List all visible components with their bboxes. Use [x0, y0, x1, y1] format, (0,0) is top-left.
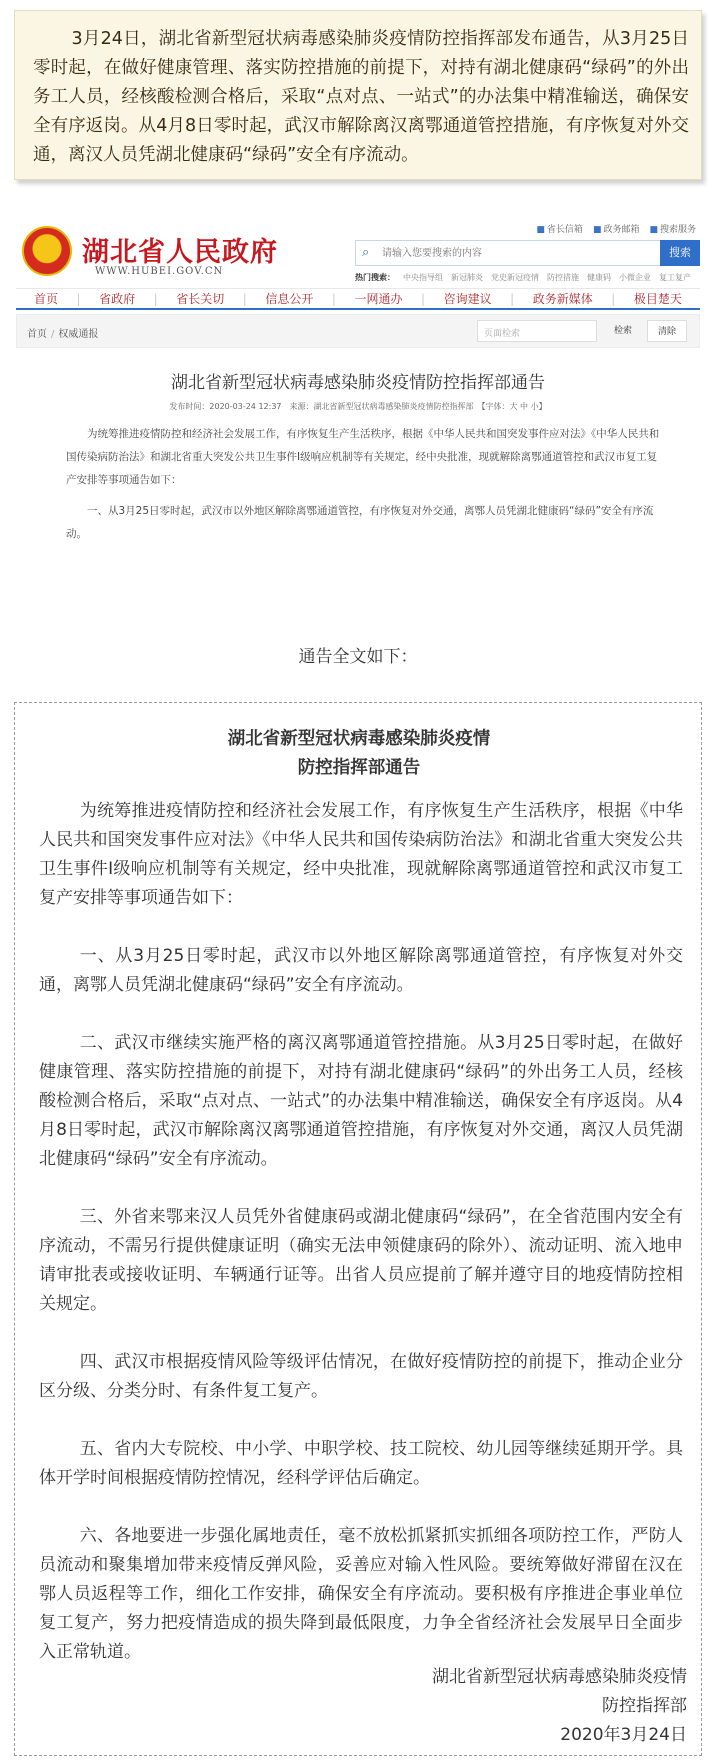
gov-site-title[interactable]: 湖北省人民政府	[82, 237, 278, 268]
gov-header	[12, 218, 704, 288]
breadcrumb: 首页 / 权威通报	[27, 329, 99, 340]
notice-paragraph-6: 六、各地要进一步强化属地责任，毫不放松抓紧抓实抓细各项防控工作，严防人员流动和聚集增加带来疫情反弹风险，妥善应对输入性风险。要统筹做好滞留在汉在鄂人员返程等工作，细化工作安排，确保安全有序流动。要积极有序推进企事业单位复工复产，努力把疫情造成的损失降到最低限度，力争全省经济社会发展早日全面步入正常轨道。	[39, 1526, 683, 1662]
nav-item-one-stop[interactable]: 一网通办	[354, 292, 403, 306]
gov-site-url: WWW.HUBEI.GOV.CN	[95, 266, 224, 277]
search-icon: ⌕	[362, 245, 370, 260]
notice-date: 2020年3月24日	[560, 1725, 687, 1745]
breadcrumb-bar	[16, 314, 700, 348]
site-search-button[interactable]: 搜索	[660, 240, 700, 266]
page-clear-button[interactable]: 清除	[647, 320, 687, 342]
article-paragraph: 一、从3月25日零时起，武汉市以外地区解除离鄂通道管控，有序恢复对外交通，离鄂人员凭湖北健康码“绿码”安全有序流动。	[66, 505, 654, 540]
summary-text: 3月24日，湖北省新型冠状病毒感染肺炎疫情防控指挥部发布通告，从3月25日零时起，在做好健康管理、落实防控措施的前提下，对持有湖北健康码“绿码”的外出务工人员，经核酸检测合格后，采取“点对点、一站式”的办法集中精准输送，确保安全有序返岗。从4月8日零时起，武汉市解除离汉离鄂通道管控措施，有序恢复对外交通，离汉人员凭湖北健康码“绿码”安全有序流动。	[33, 29, 689, 165]
nav-item-home[interactable]: 首页	[34, 292, 59, 306]
hot-word[interactable]: 新冠肺炎	[451, 273, 483, 282]
full-text-intro: 通告全文如下：	[298, 647, 418, 667]
nav-item-government[interactable]: 省政府	[99, 292, 136, 306]
nav-item-governor-concerns[interactable]: 省长关切	[176, 292, 225, 306]
hot-word[interactable]: 防控措施	[547, 273, 579, 282]
notice-body	[39, 797, 683, 1696]
notice-paragraph-2: 二、武汉市继续实施严格的离汉离鄂通道管控措施。从3月25日零时起，在做好健康管理、落实防控措施的前提下，对持有湖北健康码“绿码”的外出务工人员，经核酸检测合格后，采取“点对点、一站式”的办法集中精准输送，确保安全有序返岗。从4月8日零时起，武汉市解除离汉离鄂通道管控措施，有序恢复对外交通，离汉人员凭湖北健康码“绿码”安全有序流动。	[39, 1033, 683, 1169]
notice-paragraph-1: 一、从3月25日零时起，武汉市以外地区解除离鄂通道管控，有序恢复对外交通，离鄂人员凭湖北健康码“绿码”安全有序流动。	[39, 946, 683, 995]
hot-word[interactable]: 健康码	[587, 273, 611, 282]
hot-word[interactable]: 中央指导组	[403, 273, 443, 282]
notice-paragraph-5: 五、省内大专院校、中小学、中职学校、技工院校、幼儿园等继续延期开学。具体开学时间根据疫情防控情况，经科学评估后确定。	[39, 1439, 683, 1488]
hot-words	[355, 272, 691, 283]
site-search-input[interactable]	[382, 241, 622, 265]
article-meta: 发布时间：2020-03-24 12:37 来源：湖北省新型冠状病毒感染肺炎疫情防控指挥部 【字体：大 中 小】	[169, 402, 547, 411]
notice-paragraph-3: 三、外省来鄂来汉人员凭外省健康码或湖北健康码“绿码”，在全省范围内安全有序流动，不需另行提供健康证明（确实无法申领健康码的除外）、流动证明、流入地申请审批表或接收证明、车辆通行证等。出省人员应提前了解并遵守目的地疫情防控相关规定。	[39, 1207, 683, 1314]
envelope-icon: ■	[592, 225, 602, 235]
notice-paragraph-preamble: 为统筹推进疫情防控和经济社会发展工作，有序恢复生产生活秩序，根据《中华人民共和国突发事件应对法》《中华人民共和国传染病防治法》和湖北省重大突发公共卫生事件I级响应机制等有关规定，经中央批准，现就解除离鄂通道管控和武汉市复工复产安排等事项通告如下：	[39, 801, 683, 908]
summary-box	[14, 10, 702, 180]
gov-website-screenshot	[12, 218, 704, 612]
article-paragraph: 为统筹推进疫情防控和经济社会发展工作，有序恢复生产生活秩序，根据《中华人民共和国突发事件应对法》《中华人民共和国传染病防治法》和湖北省重大突发公共卫生事件I级响应机制等有关规定，经中央批准，现就解除离鄂通道管控和武汉市复工复产安排等事项通告如下：	[66, 428, 660, 486]
notice-paragraph-4: 四、武汉市根据疫情风险等级评估情况，在做好疫情防控的前提下，推动企业分区分级、分类分时、有条件复工复产。	[39, 1352, 683, 1401]
mail-icon: ■	[536, 225, 545, 235]
page-search-input[interactable]: 页面检索	[477, 320, 597, 342]
national-emblem-icon: ★	[22, 226, 72, 276]
notice-box	[14, 702, 702, 1756]
breadcrumb-authority[interactable]: 权威通报	[58, 329, 99, 340]
main-nav: 首页 | 省政府 | 省长关切 | 信息公开 | 一网通办 | 咨询建议 | 政务新媒体 | 极目楚天	[16, 288, 700, 310]
notice-signature	[432, 1663, 687, 1750]
top-links	[536, 222, 696, 235]
nav-item-jimu[interactable]: 极目楚天	[633, 292, 682, 306]
article-body	[66, 423, 666, 554]
article-title: 湖北省新型冠状病毒感染肺炎疫情防控指挥部通告	[171, 373, 545, 393]
hot-word[interactable]: 党史新冠疫情	[491, 273, 539, 282]
breadcrumb-home[interactable]: 首页	[27, 329, 47, 340]
site-search-box	[355, 240, 661, 266]
top-link-search-service[interactable]: ■ 搜索服务	[649, 225, 696, 235]
nav-item-info-disclosure[interactable]: 信息公开	[265, 292, 314, 306]
hot-word[interactable]: 复工复产	[659, 273, 691, 282]
nav-item-new-media[interactable]: 政务新媒体	[532, 292, 593, 306]
hot-word[interactable]: 小微企业	[619, 273, 651, 282]
top-link-mailbox[interactable]: ■ 省长信箱	[536, 225, 583, 235]
signature-line: 湖北省新型冠状病毒感染肺炎疫情	[432, 1667, 687, 1687]
screenshot-fade	[12, 548, 704, 612]
signature-line: 防控指挥部	[602, 1696, 687, 1716]
hot-words-label: 热门搜索：	[355, 273, 395, 282]
notice-title: 湖北省新型冠状病毒感染肺炎疫情 防控指挥部通告	[227, 729, 491, 778]
nav-item-consult[interactable]: 咨询建议	[443, 292, 492, 306]
page-search-button[interactable]: 检索	[613, 326, 632, 336]
top-link-email[interactable]: ■ 政务邮箱	[592, 225, 640, 235]
search-service-icon: ■	[649, 225, 658, 235]
